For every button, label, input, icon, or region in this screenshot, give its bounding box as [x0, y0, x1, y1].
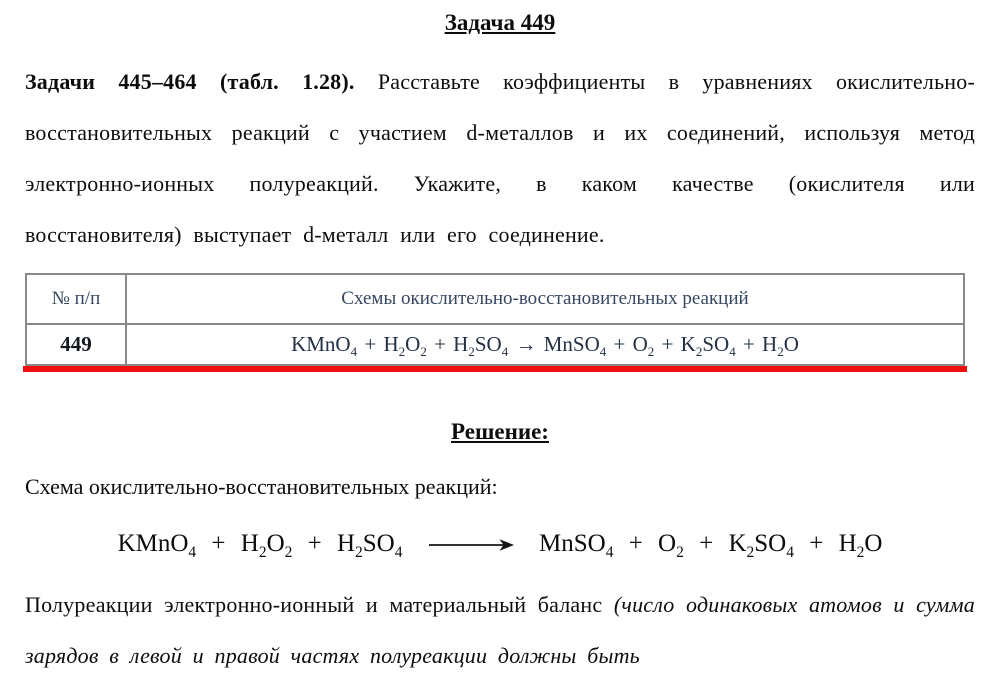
table-header-number: № п/п [26, 274, 126, 324]
reaction-formula-cell: KMnO$_4$ + $H_2O_2 + H_2SO_4$ → MnSO$_4$ + $O_2 + K_2SO_4 + H_2O$ [126, 324, 964, 365]
balance-paragraph [25, 579, 975, 681]
table-row [26, 324, 964, 365]
red-divider-line [23, 366, 967, 372]
table-header-schemes: Схемы окислительно-восстановительных реакций [126, 274, 964, 324]
intro-paragraph [25, 56, 975, 260]
long-right-arrow-icon [428, 525, 514, 565]
table-header-row [26, 274, 964, 324]
balance-text-normal: Полуреакции электронно-ионный и материальный баланс [25, 592, 614, 617]
balance-text-italic: (число одинаковых атомов и сумма зарядов в левой и правой частях полуреакции должны быть [25, 592, 975, 668]
problems-table [25, 273, 965, 366]
problem-number-cell: 449 [26, 324, 126, 365]
intro-lead-bold: Задачи 445–464 (табл. 1.28). [25, 69, 355, 94]
page-title: Задача 449 [444, 10, 556, 35]
solution-heading: Решение: [451, 419, 549, 444]
intro-rest-text: Расставьте коэффициенты в уравнениях окислительно-восстановительных реакций с участием d-металлов и их соединений, используя метод электронно-ионных полуреакций. Укажите, в каком качестве (окислителя или восстановителя) выступает d-металл или его соединение. [25, 69, 976, 247]
solution-equation: KMnO$_4$ + $H_2O_2 + H_2SO_4$ MnSO$_4$ + $O_2 + K_2SO_4 + H_2O$ [25, 524, 975, 565]
scheme-label: Схема окислительно-восстановительных реакций: [25, 474, 498, 499]
